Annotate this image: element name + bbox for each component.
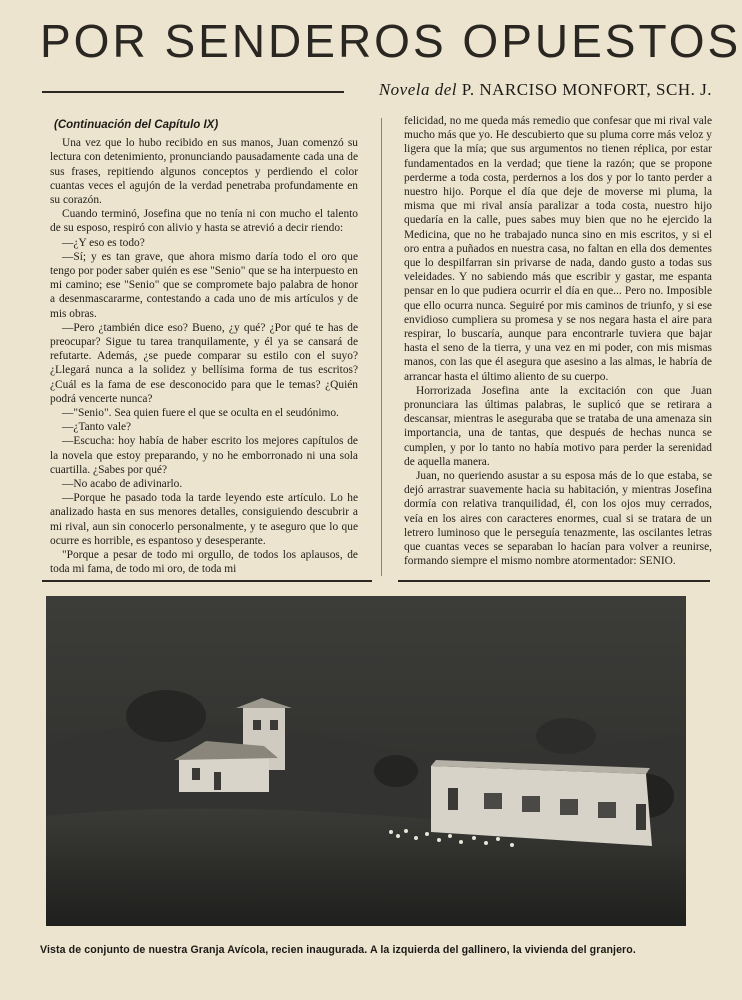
paragraph: Juan, no queriendo asustar a su esposa más de lo que estaba, se dejó arrastrar suavemente hacia su habitación, y mientras Josefina dormía con relativa tranquilidad, él, con los ojos muy cerrados, veía en los aires con caracteres enormes, cual si se tratara de un letrero luminoso que le perseguía tenazmente, las oscilantes letras que cuantas veces se separaban lo hacían para volver a reunirse, formando siempre el mismo nombre atormentador: SENIO.	[404, 470, 712, 568]
byline-prefix: Novela del	[378, 80, 458, 99]
paragraph: —¿Tanto vale?	[62, 421, 132, 434]
text-column-left	[50, 118, 358, 577]
section-rule-left	[42, 580, 372, 582]
paragraph: —Escucha: hoy había de haber escrito los mejores capítulos de la novela que estoy preparando, y no he emborronado ni una sola cuartilla. ¿Sabes por qué?	[50, 435, 358, 476]
novel-title: POR SENDEROS OPUESTOS	[40, 15, 742, 67]
byline	[352, 80, 712, 100]
paragraph: felicidad, no me queda más remedio que confesar que mi rival vale mucho más que yo. He descubierto que su pluma corre más veloz y ligera que la mía; que sus argumentos no tienen réplica, por estar fundamentados en la verdad; que tiene la razón; que se propone perderme a toda costa, perdernos a los dos y por lo tanto perder a nuestro hijo. Porque el día que deje de moverse mi pluma, la misma que mi rival ansía paralizar a toda costa, nuestro hijo quedaría en la calle, pues sabes muy bien que no he ejercido la Medicina, que no he trabajado nunca sino en mis escritos, y si el oro entra a puñados en nuestra casa, no faltan en ella dos dementes que lo despilfarran sin privarse de nada, dando gusto a todas sus veleidades. Y no sabiendo más que escribir y gastar, me espanta pensar en lo que pudiera ocurrir el día en que... Pero no. Imposible que ello ocurra nunca. Seguiré por mis caminos de triunfo, y si ese envidioso cumpliera su promesa y se nos negara hasta el aire para respirar, lo buscaría, aunque para encontrarle tuviera que bajar hasta el seno de la tierra, y una vez en mi poder, con mis mismas manos, con las que él asegura que asesino a las almas, le habría de arrancar hasta el último aliento de su cuerpo.	[404, 115, 712, 383]
section-rule-right	[398, 580, 710, 582]
column-divider	[381, 118, 382, 576]
paragraph: Cuando terminó, Josefina que no tenía ni con mucho el talento de su esposo, respiró con alivio y hasta se atrevió a decir riendo:	[50, 208, 358, 235]
paragraph: —"Senio". Sea quien fuere el que se oculta en el seudónimo.	[62, 407, 339, 420]
byline-rule	[42, 91, 344, 93]
text-column-right	[404, 114, 712, 569]
byline-author: P. NARCISO MONFORT, SCH. J.	[461, 80, 712, 99]
paragraph: Una vez que lo hubo recibido en sus manos, Juan comenzó su lectura con detenimiento, pronunciando pausadamente cada una de sus frases, repitiendo algunos conceptos y perdiendo el color cuantas veces el agujón de la verdad penetraba profundamente en su corazón.	[50, 137, 358, 207]
poultry-house	[431, 760, 652, 846]
photo-caption: Vista de conjunto de nuestra Granja Avícola, recien inaugurada. A la izquierda del gallinero, la vivienda del granjero.	[40, 944, 636, 956]
paragraph: "Porque a pesar de todo mi orgullo, de todos los aplausos, de toda mi fama, de todo mi oro, de toda mi	[50, 549, 358, 576]
farm-photograph	[46, 596, 686, 926]
paragraph: —No acabo de adivinarlo.	[62, 478, 183, 491]
paragraph: —Pero ¿también dice eso? Bueno, ¿y qué? ¿Por qué te has de preocupar? Sigue tu tarea tranquilamente, y él ya se cansará de refutarte. Además, ¿se puede comparar su estilo con el suyo? ¿Llegará nunca a la solidez y bellísima forma de tus escritos? ¿Cuál es la fama de ese desconocido para que le temas? ¿Quién podrá vencerte nunca?	[50, 321, 358, 405]
paragraph: —Porque he pasado toda la tarde leyendo este artículo. Lo he analizado hasta en sus menores detalles, consiguiendo descubrir a mi rival, aun sin conocerlo personalmente, y te aseguro que lo que ocurre es horrible, es espantoso y desesperante.	[50, 492, 358, 547]
paragraph: Horrorizada Josefina ante la excitación con que Juan pronunciara las últimas palabras, le suplicó que se retirara a descansar, mientras le aseguraba que se trataba de una amenaza sin importancia, una de tantas, que después de hechas nunca se cumplen, y por lo tanto no había motivo para perder la serenidad de aquella manera.	[404, 384, 712, 468]
paragraph: —Sí; y es tan grave, que ahora mismo daría todo el oro que tengo por poder saber quién es ese "Senio" que se ha interpuesto en mi camino; ese "Senio" que se compromete bajo palabra de honor a desenmascararme, contestando a cada uno de mis artículos y de mis obras.	[50, 250, 358, 320]
paragraph: —¿Y eso es todo?	[62, 236, 145, 249]
chapter-label: (Continuación del Capítulo IX)	[54, 119, 219, 131]
